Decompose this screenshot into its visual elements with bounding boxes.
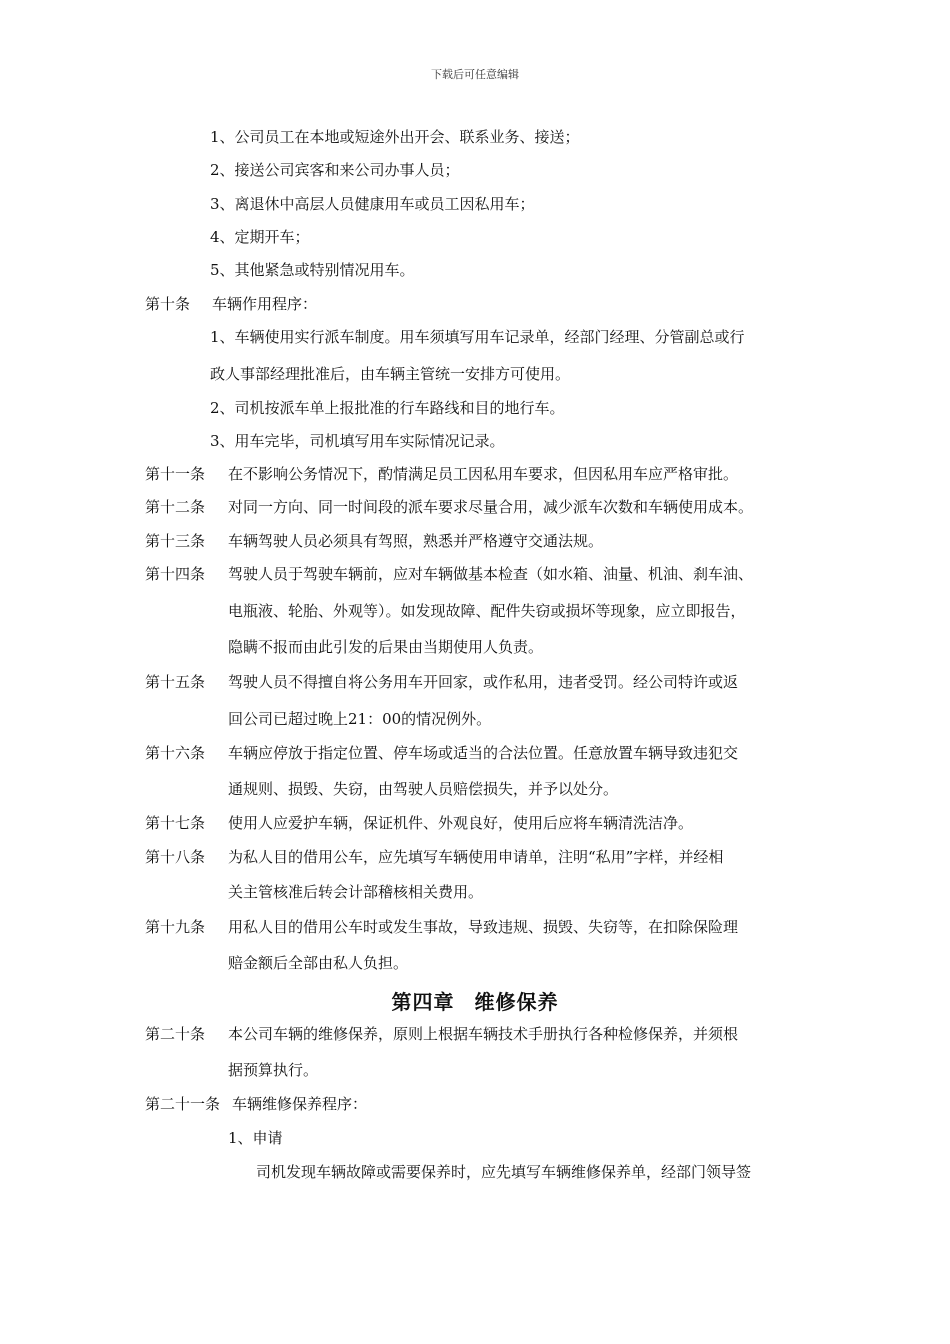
article-21-label: 第二十一条 xyxy=(145,1095,221,1113)
article-10-label: 第十条 xyxy=(145,295,191,313)
list-item: 4、定期开车； xyxy=(210,228,310,246)
article-10-item: 3、用车完毕，司机填写用车实际情况记录。 xyxy=(210,432,505,450)
page-header: 下载后可任意编辑 xyxy=(431,68,519,81)
article-15-label: 第十五条 xyxy=(145,673,206,691)
article-16-text: 车辆应停放于指定位置、停车场或适当的合法位置。任意放置车辆导致违犯交 xyxy=(228,744,739,762)
article-21-title: 车辆维修保养程序： xyxy=(232,1095,368,1113)
article-15-text: 驾驶人员不得擅自将公务用车开回家，或作私用，违者受罚。经公司特许或返 xyxy=(228,673,739,691)
article-10-item: 1、车辆使用实行派车制度。用车须填写用车记录单，经部门经理、分管副总或行 xyxy=(210,328,745,346)
article-17-text: 使用人应爱护车辆，保证机件、外观良好，使用后应将车辆清洗洁净。 xyxy=(228,814,694,832)
article-13-text: 车辆驾驶人员必须具有驾照，熟悉并严格遵守交通法规。 xyxy=(228,532,604,550)
article-19-label: 第十九条 xyxy=(145,918,206,936)
article-16-text: 通规则、损毁、失窃，由驾驶人员赔偿损失，并予以处分。 xyxy=(228,780,619,798)
article-14-label: 第十四条 xyxy=(145,565,206,583)
article-21-sub-heading: 1、申请 xyxy=(228,1129,283,1147)
chapter-name: 维修保养 xyxy=(474,990,559,1014)
list-item: 1、公司员工在本地或短途外出开会、联系业务、接送； xyxy=(210,128,580,146)
article-20-text: 本公司车辆的维修保养，原则上根据车辆技术手册执行各种检修保养，并须根 xyxy=(228,1025,739,1043)
article-18-label: 第十八条 xyxy=(145,848,206,866)
article-19-text: 用私人目的借用公车时或发生事故，导致违规、损毁、失窃等，在扣除保险理 xyxy=(228,918,739,936)
article-10-item: 政人事部经理批准后，由车辆主管统一安排方可使用。 xyxy=(210,365,571,383)
article-20-text: 据预算执行。 xyxy=(228,1061,319,1079)
article-10-title: 车辆作用程序： xyxy=(212,295,318,313)
article-14-text: 电瓶液、轮胎、外观等）。如发现故障、配件失窃或损坏等现象，应立即报告， xyxy=(228,602,746,620)
article-14-text: 驾驶人员于驾驶车辆前，应对车辆做基本检查（如水箱、油量、机油、刹车油、 xyxy=(228,565,754,583)
article-20-label: 第二十条 xyxy=(145,1025,206,1043)
article-10-item: 2、司机按派车单上报批准的行车路线和目的地行车。 xyxy=(210,399,565,417)
article-13-label: 第十三条 xyxy=(145,532,206,550)
list-item: 5、其他紧急或特别情况用车。 xyxy=(210,261,415,279)
article-12-label: 第十二条 xyxy=(145,498,206,516)
article-17-label: 第十七条 xyxy=(145,814,206,832)
article-12-text: 对同一方向、同一时间段的派车要求尽量合用，减少派车次数和车辆使用成本。 xyxy=(228,498,754,516)
chapter-heading xyxy=(0,986,950,1015)
article-19-text: 赔金额后全部由私人负担。 xyxy=(228,954,409,972)
article-11-label: 第十一条 xyxy=(145,465,206,483)
article-15-text: 回公司已超过晚上21：00的情况例外。 xyxy=(228,710,492,728)
article-11-text: 在不影响公务情况下，酌情满足员工因私用车要求，但因私用车应严格审批。 xyxy=(228,465,739,483)
article-14-text: 隐瞒不报而由此引发的后果由当期使用人负责。 xyxy=(228,638,544,656)
article-21-sub-text: 司机发现车辆故障或需要保养时，应先填写车辆维修保养单，经部门领导签 xyxy=(256,1163,752,1181)
article-16-label: 第十六条 xyxy=(145,744,206,762)
chapter-number: 第四章 xyxy=(391,990,455,1014)
article-18-text: 关主管核准后转会计部稽核相关费用。 xyxy=(228,883,484,901)
article-18-text: 为私人目的借用公车，应先填写车辆使用申请单，注明“私用”字样，并经相 xyxy=(228,848,724,866)
list-item: 3、离退休中高层人员健康用车或员工因私用车； xyxy=(210,195,535,213)
list-item: 2、接送公司宾客和来公司办事人员； xyxy=(210,161,460,179)
